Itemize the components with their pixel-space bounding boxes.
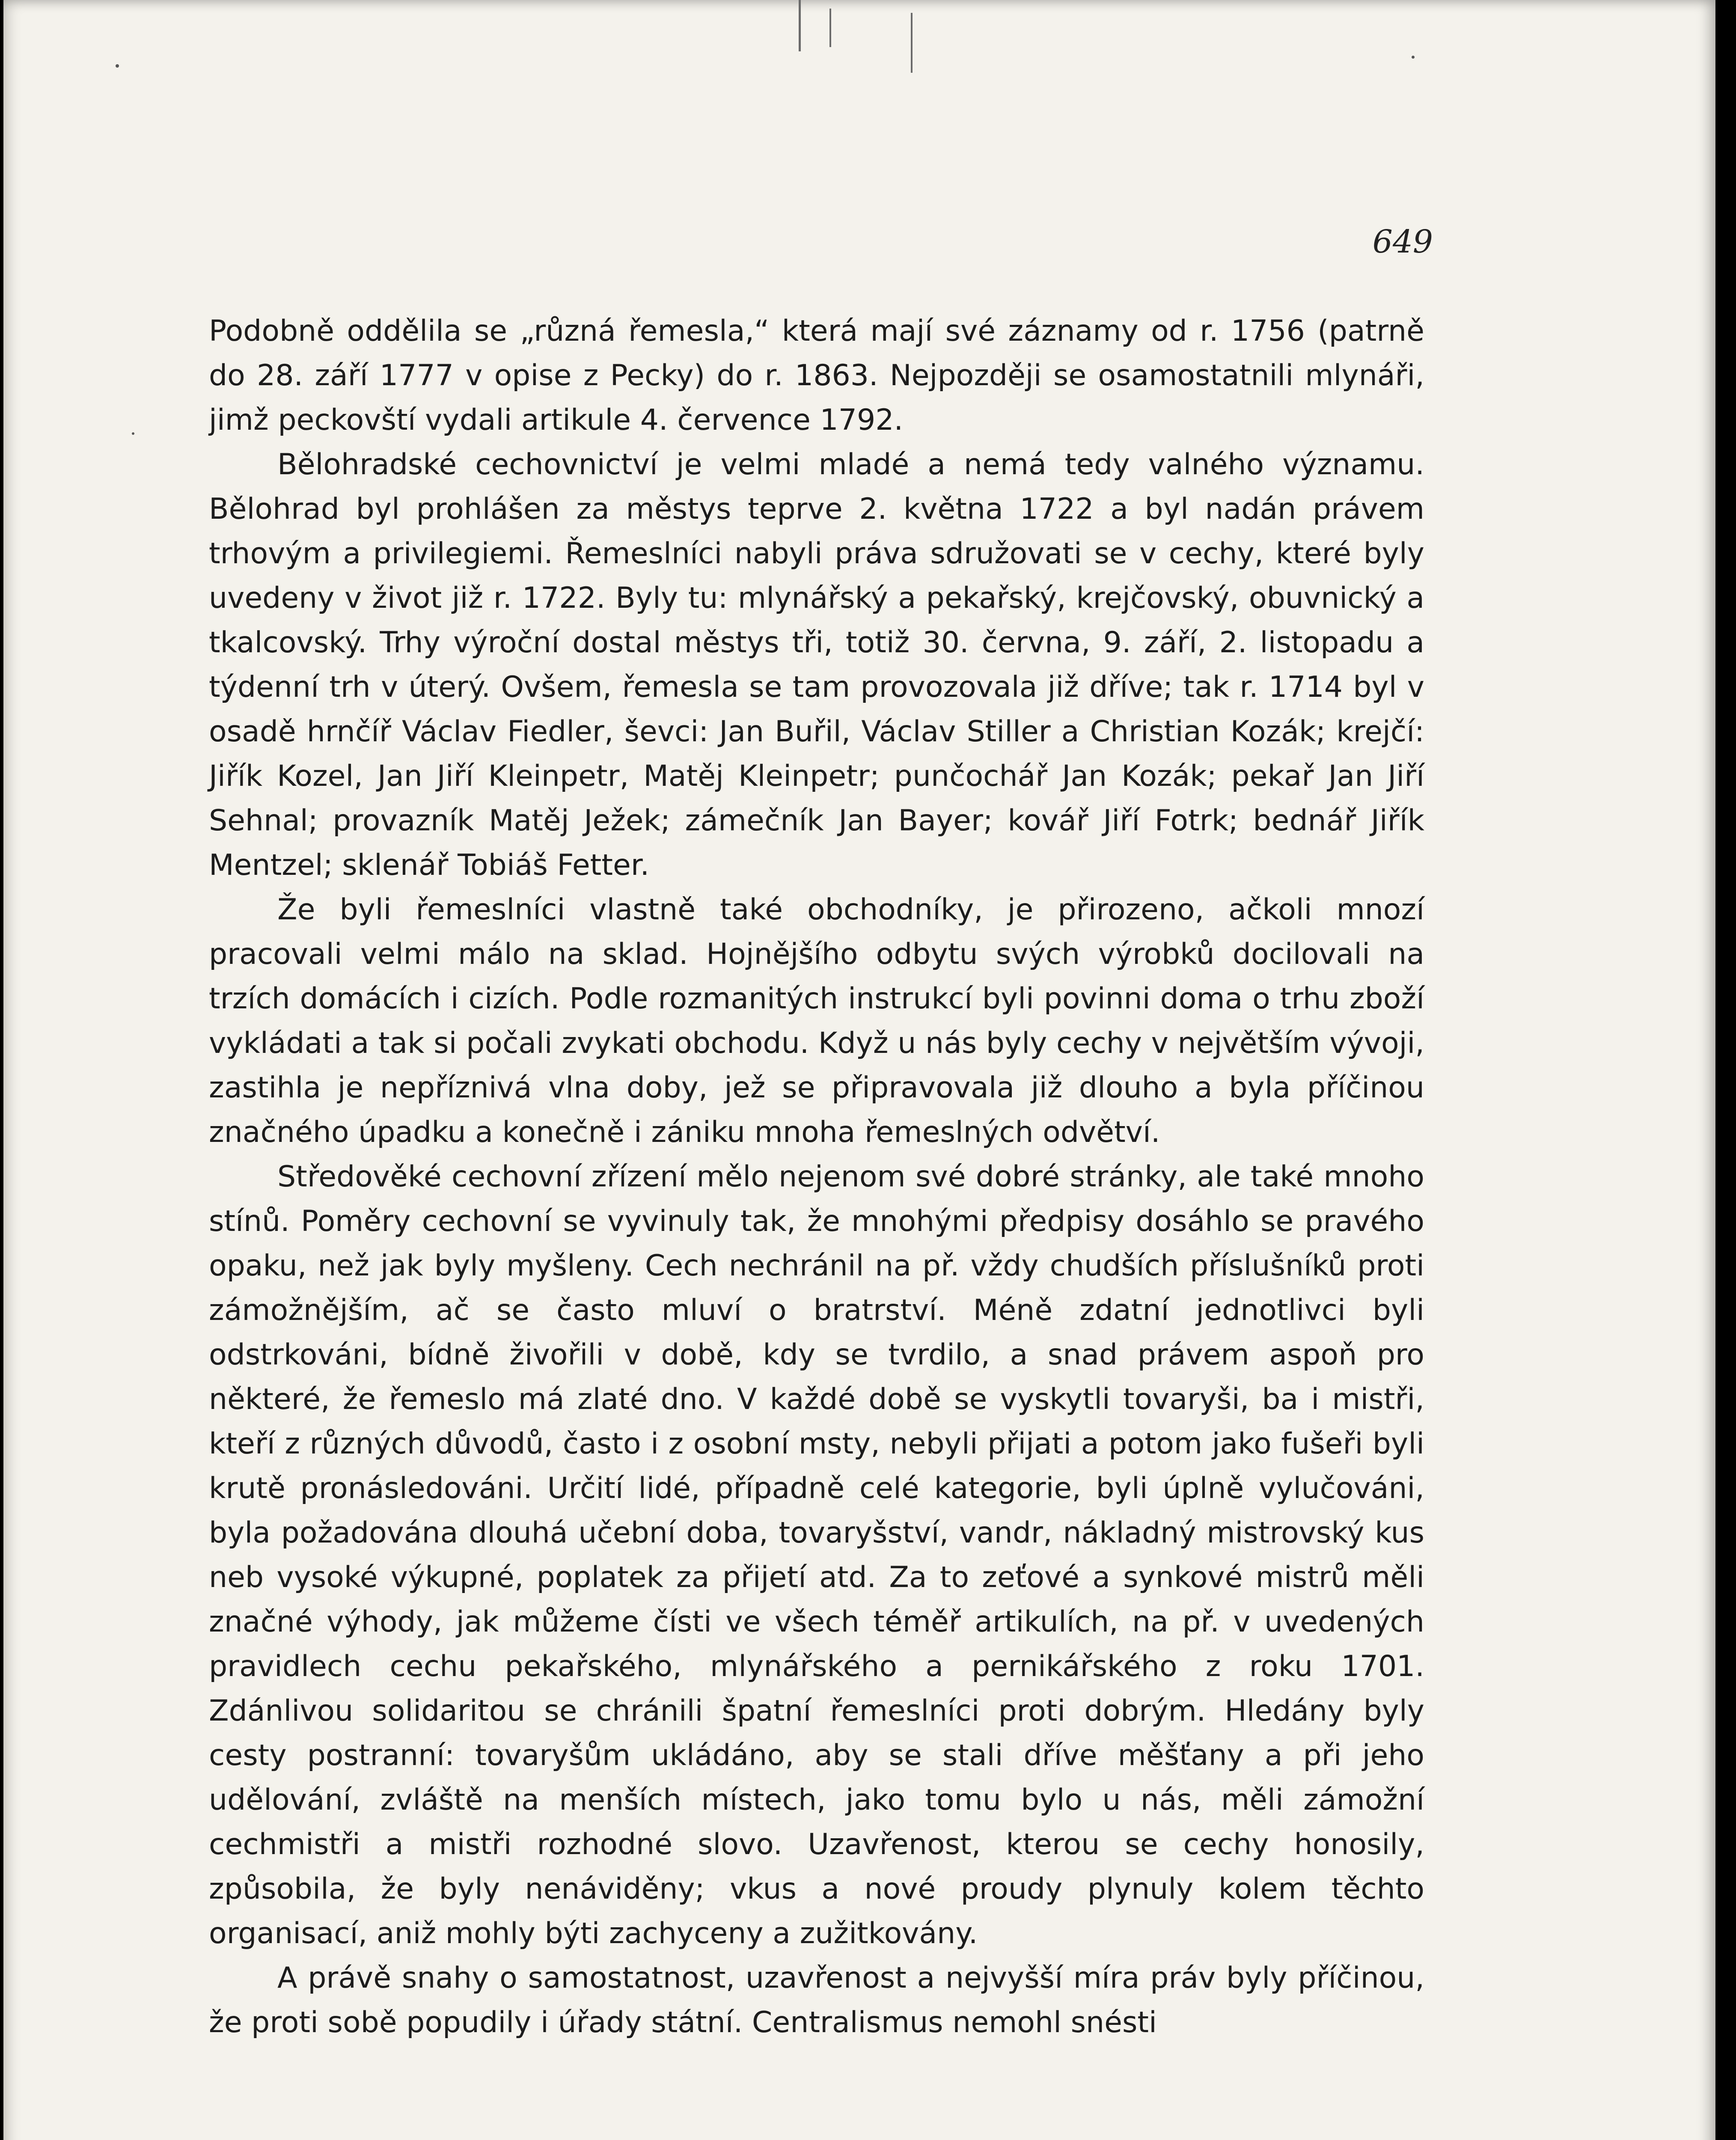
paragraph: Podobně oddělila se „různá řemesla,“ která mají své záznamy od r. 1756 (patrně do 28. září 1777 v opise z Pecky) do r. 1863. Nejpozději se osamostatnili mlynáři, jimž peckovští vydali artikule 4. července 1792.: [209, 314, 1424, 437]
document-page: [3, 0, 1715, 2140]
paragraph: A právě snahy o samostatnost, uzavřenost a nejvyšší míra práv byly příčinou, že proti sobě popudily i úřady státní. Centralismus nemohl snésti: [209, 1961, 1424, 2039]
paragraph: Středověké cechovní zřízení mělo nejenom své dobré stránky, ale také mnoho stínů. Poměry cechovní se vyvinuly tak, že mnohými předpisy dosáhlo se pravého opaku, než jak byly myšleny. Cech nechránil na př. vždy chudších příslušníků proti zámožnějším, ač se často mluví o bratrství. Méně zdatní jednotlivci byli odstrkováni, bídně živořili v době, kdy se tvrdilo, a snad právem aspoň pro některé, že řemeslo má zlaté dno. V každé době se vyskytli tovaryši, ba i mistři, kteří z různých důvodů, často i z osobní msty, nebyli přijati a potom jako fušeři byli krutě pronásledováni. Určití lidé, případně celé kategorie, byli úplně vylučováni, byla požadována dlouhá učební doba, tovaryšství, vandr, nákladný mistrovský kus neb vysoké výkupné, poplatek za přijetí atd. Za to zeťové a synkové mistrů měli značné výhody, jak můžeme čísti ve všech téměř artikulích, na př. v uvedených pravidlech cechu pekařského, mlynářského a pernikářského z roku 1701. Zdánlivou solidaritou se chránili špatní řemeslníci proti dobrým. Hledány byly cesty postranní: tovaryšům ukládáno, aby se stali dříve měšťany a při jeho udělování, zvláště na menších místech, jako tomu bylo u nás, měli zámožní cechmistři a mistři rozhodné slovo. Uzavřenost, kterou se cechy honosily, způsobila, že byly nenáviděny; vkus a nové proudy plynuly kolem těchto organisací, aniž mohly býti zachyceny a zužitkovány.: [209, 1160, 1424, 1950]
speck: [132, 432, 134, 435]
speck: [1412, 56, 1415, 59]
binding-mark: [799, 0, 801, 51]
paragraph: Bělohradské cechovnictví je velmi mladé a nemá tedy valného významu. Bělohrad byl prohlášen za městys teprve 2. května 1722 a byl nadán právem trhovým a privilegiemi. Řemeslníci nabyli práva sdružovati se v cechy, které byly uvedeny v život již r. 1722. Byly tu: mlynářský a pekařský, krejčovský, obuvnický a tkalcovský. Trhy výroční dostal městys tři, totiž 30. června, 9. září, 2. listopadu a týdenní trh v úterý. Ovšem, řemesla se tam provozovala již dříve; tak r. 1714 byl v osadě hrnčíř Václav Fiedler, ševci: Jan Buřil, Václav Stiller a Christian Kozák; krejčí: Jiřík Kozel, Jan Jiří Kleinpetr, Matěj Kleinpetr; punčochář Jan Kozák; pekař Jan Jiří Sehnal; provazník Matěj Ježek; zámečník Jan Bayer; kovář Jiří Fotrk; bednář Jiřík Mentzel; sklenář Tobiáš Fetter.: [209, 448, 1424, 882]
binding-mark: [829, 9, 831, 47]
body-text: [209, 309, 1424, 2045]
paragraph: Že byli řemeslníci vlastně také obchodníky, je přirozeno, ačkoli mnozí pracovali velmi málo na sklad. Hojnějšího odbytu svých výrobků docilovali na trzích domácích i cizích. Podle rozmanitých instrukcí byli povinni doma o trhu zboží vykládati a tak si počali zvykati obchodu. Když u nás byly cechy v největším vývoji, zastihla je nepříznivá vlna doby, jež se připravovala již dlouho a byla příčinou značného úpadku a konečně i zániku mnoha řemeslných odvětví.: [209, 893, 1424, 1149]
binding-mark: [911, 13, 913, 73]
speck: [116, 64, 119, 68]
page-number: 649: [1372, 223, 1433, 260]
